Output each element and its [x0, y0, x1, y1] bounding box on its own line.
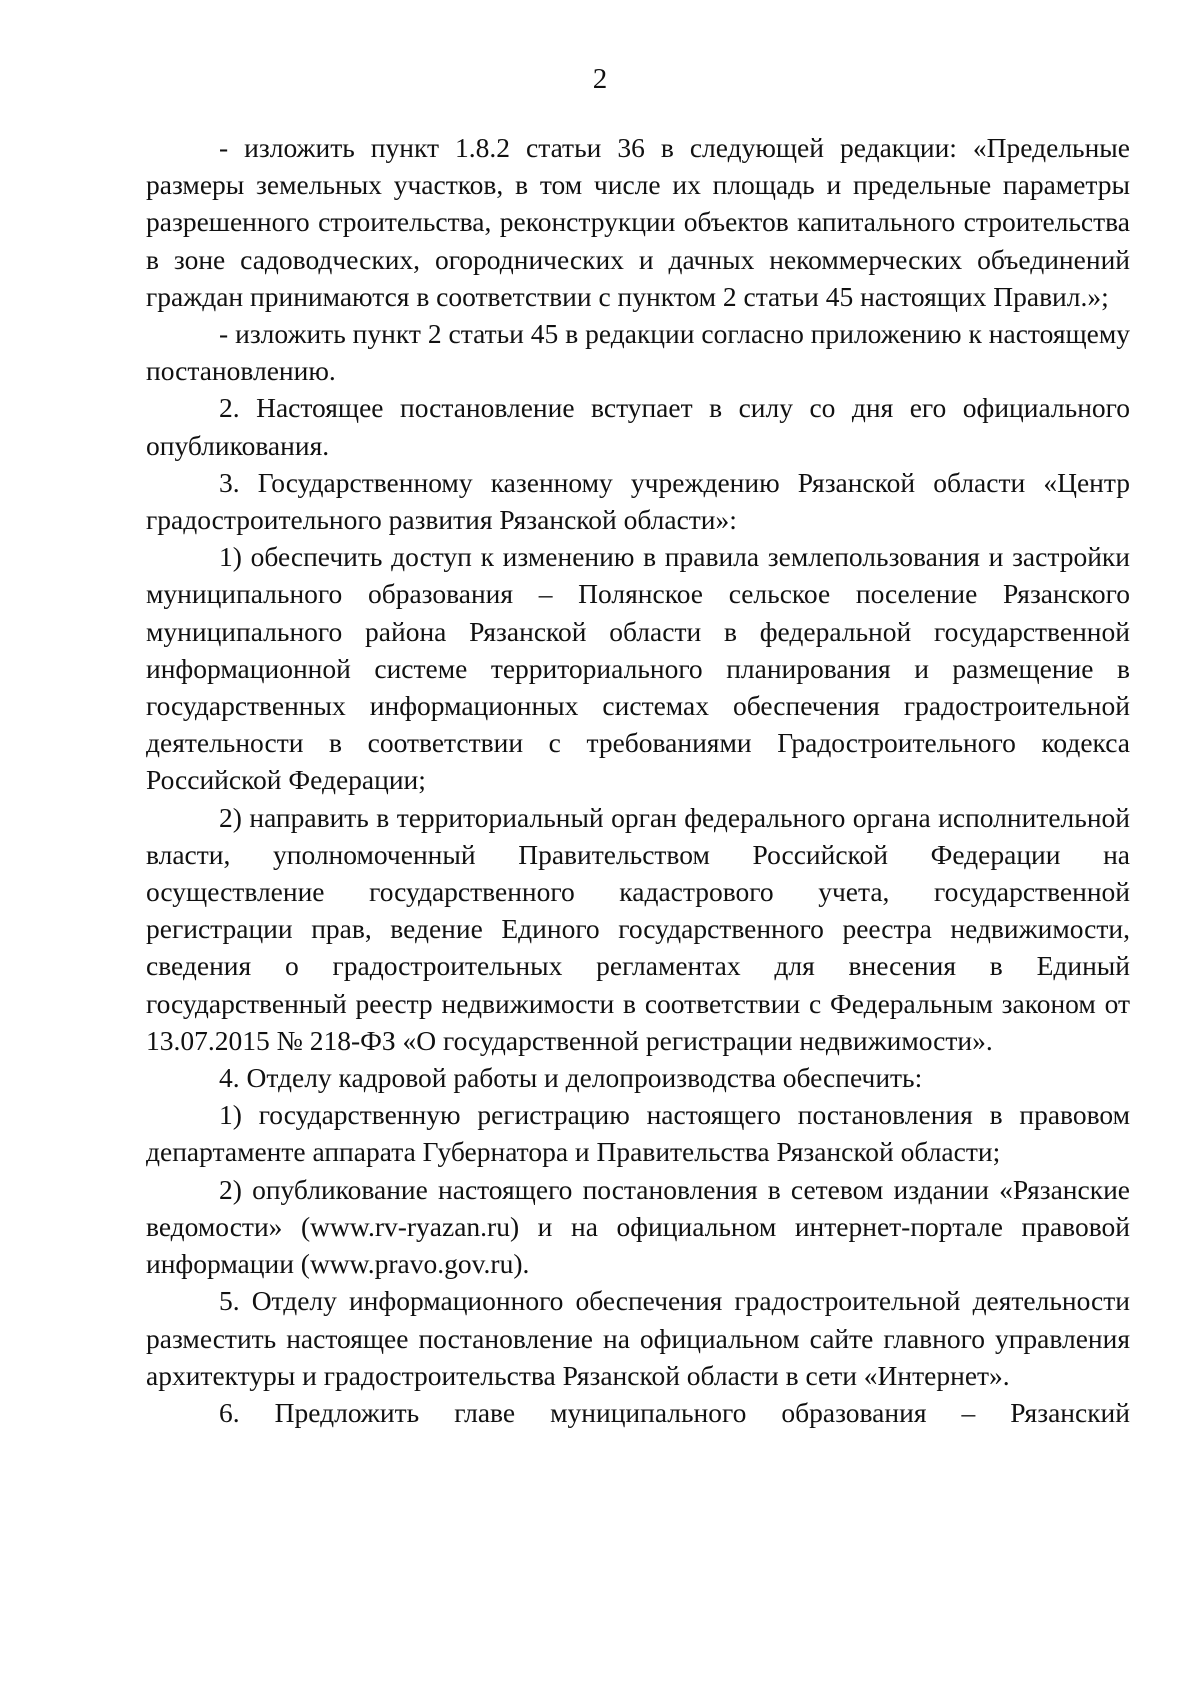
paragraph-item-4: 4. Отделу кадровой работы и делопроизводства обеспечить:	[219, 1062, 923, 1094]
paragraph-item-5: 5. Отделу информационного обеспечения градостроительной деятельности разместить настоящее постановление на официальном сайте главного управления архитектуры и градостроительства Рязанской области в сети «Интернет».	[146, 1285, 1130, 1391]
page-number: 2	[592, 63, 608, 95]
paragraph-amend-2-45: - изложить пункт 2 статьи 45 в редакции согласно приложению к настоящему постановлению.	[146, 318, 1130, 387]
paragraph-item-4-1: 1) государственную регистрацию настоящего постановления в правовом департаменте аппарата Губернатора и Правительства Рязанской области;	[146, 1099, 1130, 1168]
paragraph-item-3: 3. Государственному казенному учреждению Рязанской области «Центр градостроительного развития Рязанской области»:	[146, 466, 1130, 536]
paragraph-amend-1-8-2: - изложить пункт 1.8.2 статьи 36 в следующей редакции: «Предельные размеры земельных участков, в том числе их площадь и предельные параметры разрешенного строительства, реконструкции объектов капитального строительства в зоне садоводческих, огороднических и дачных некоммерческих объединений граждан принимаются в соответствии с пунктом 2 статьи 45 настоящих Правил.»;	[146, 132, 1130, 312]
paragraph-item-4-2: 2) опубликование настоящего постановления в сетевом издании «Рязанские ведомости» (www.rv-ryazan.ru) и на официальном интернет-портале правовой информации (www.pravo.gov.ru).	[146, 1173, 1130, 1280]
paragraph-item-2: 2. Настоящее постановление вступает в силу со дня его официального опубликования.	[146, 392, 1130, 461]
paragraph-item-6: 6. Предложить главе муниципального образования – Рязанский	[219, 1396, 1130, 1428]
paragraph-item-3-1: 1) обеспечить доступ к изменению в правила землепользования и застройки муниципального образования – Полянское сельское поселение Рязанского муниципального района Рязанской области в федеральной государственной информационной системе территориального планирования и размещение в государственных информационных системах обеспечения градостроительной деятельности в соответствии с требованиями Градостроительного кодекса Российской Федерации;	[146, 541, 1130, 796]
paragraph-item-3-2: 2) направить в территориальный орган федерального органа исполнительной власти, уполномоченный Правительством Российской Федерации на осуществление государственного кадастрового учета, государственной регистрации прав, ведение Единого государственного реестра недвижимости, сведения о градостроительных регламентах для внесения в Единый государственный реестр недвижимости в соответствии с Федеральным законом от 13.07.2015 № 218-ФЗ «О государственной регистрации недвижимости».	[146, 801, 1130, 1056]
document-body	[146, 129, 1130, 1431]
